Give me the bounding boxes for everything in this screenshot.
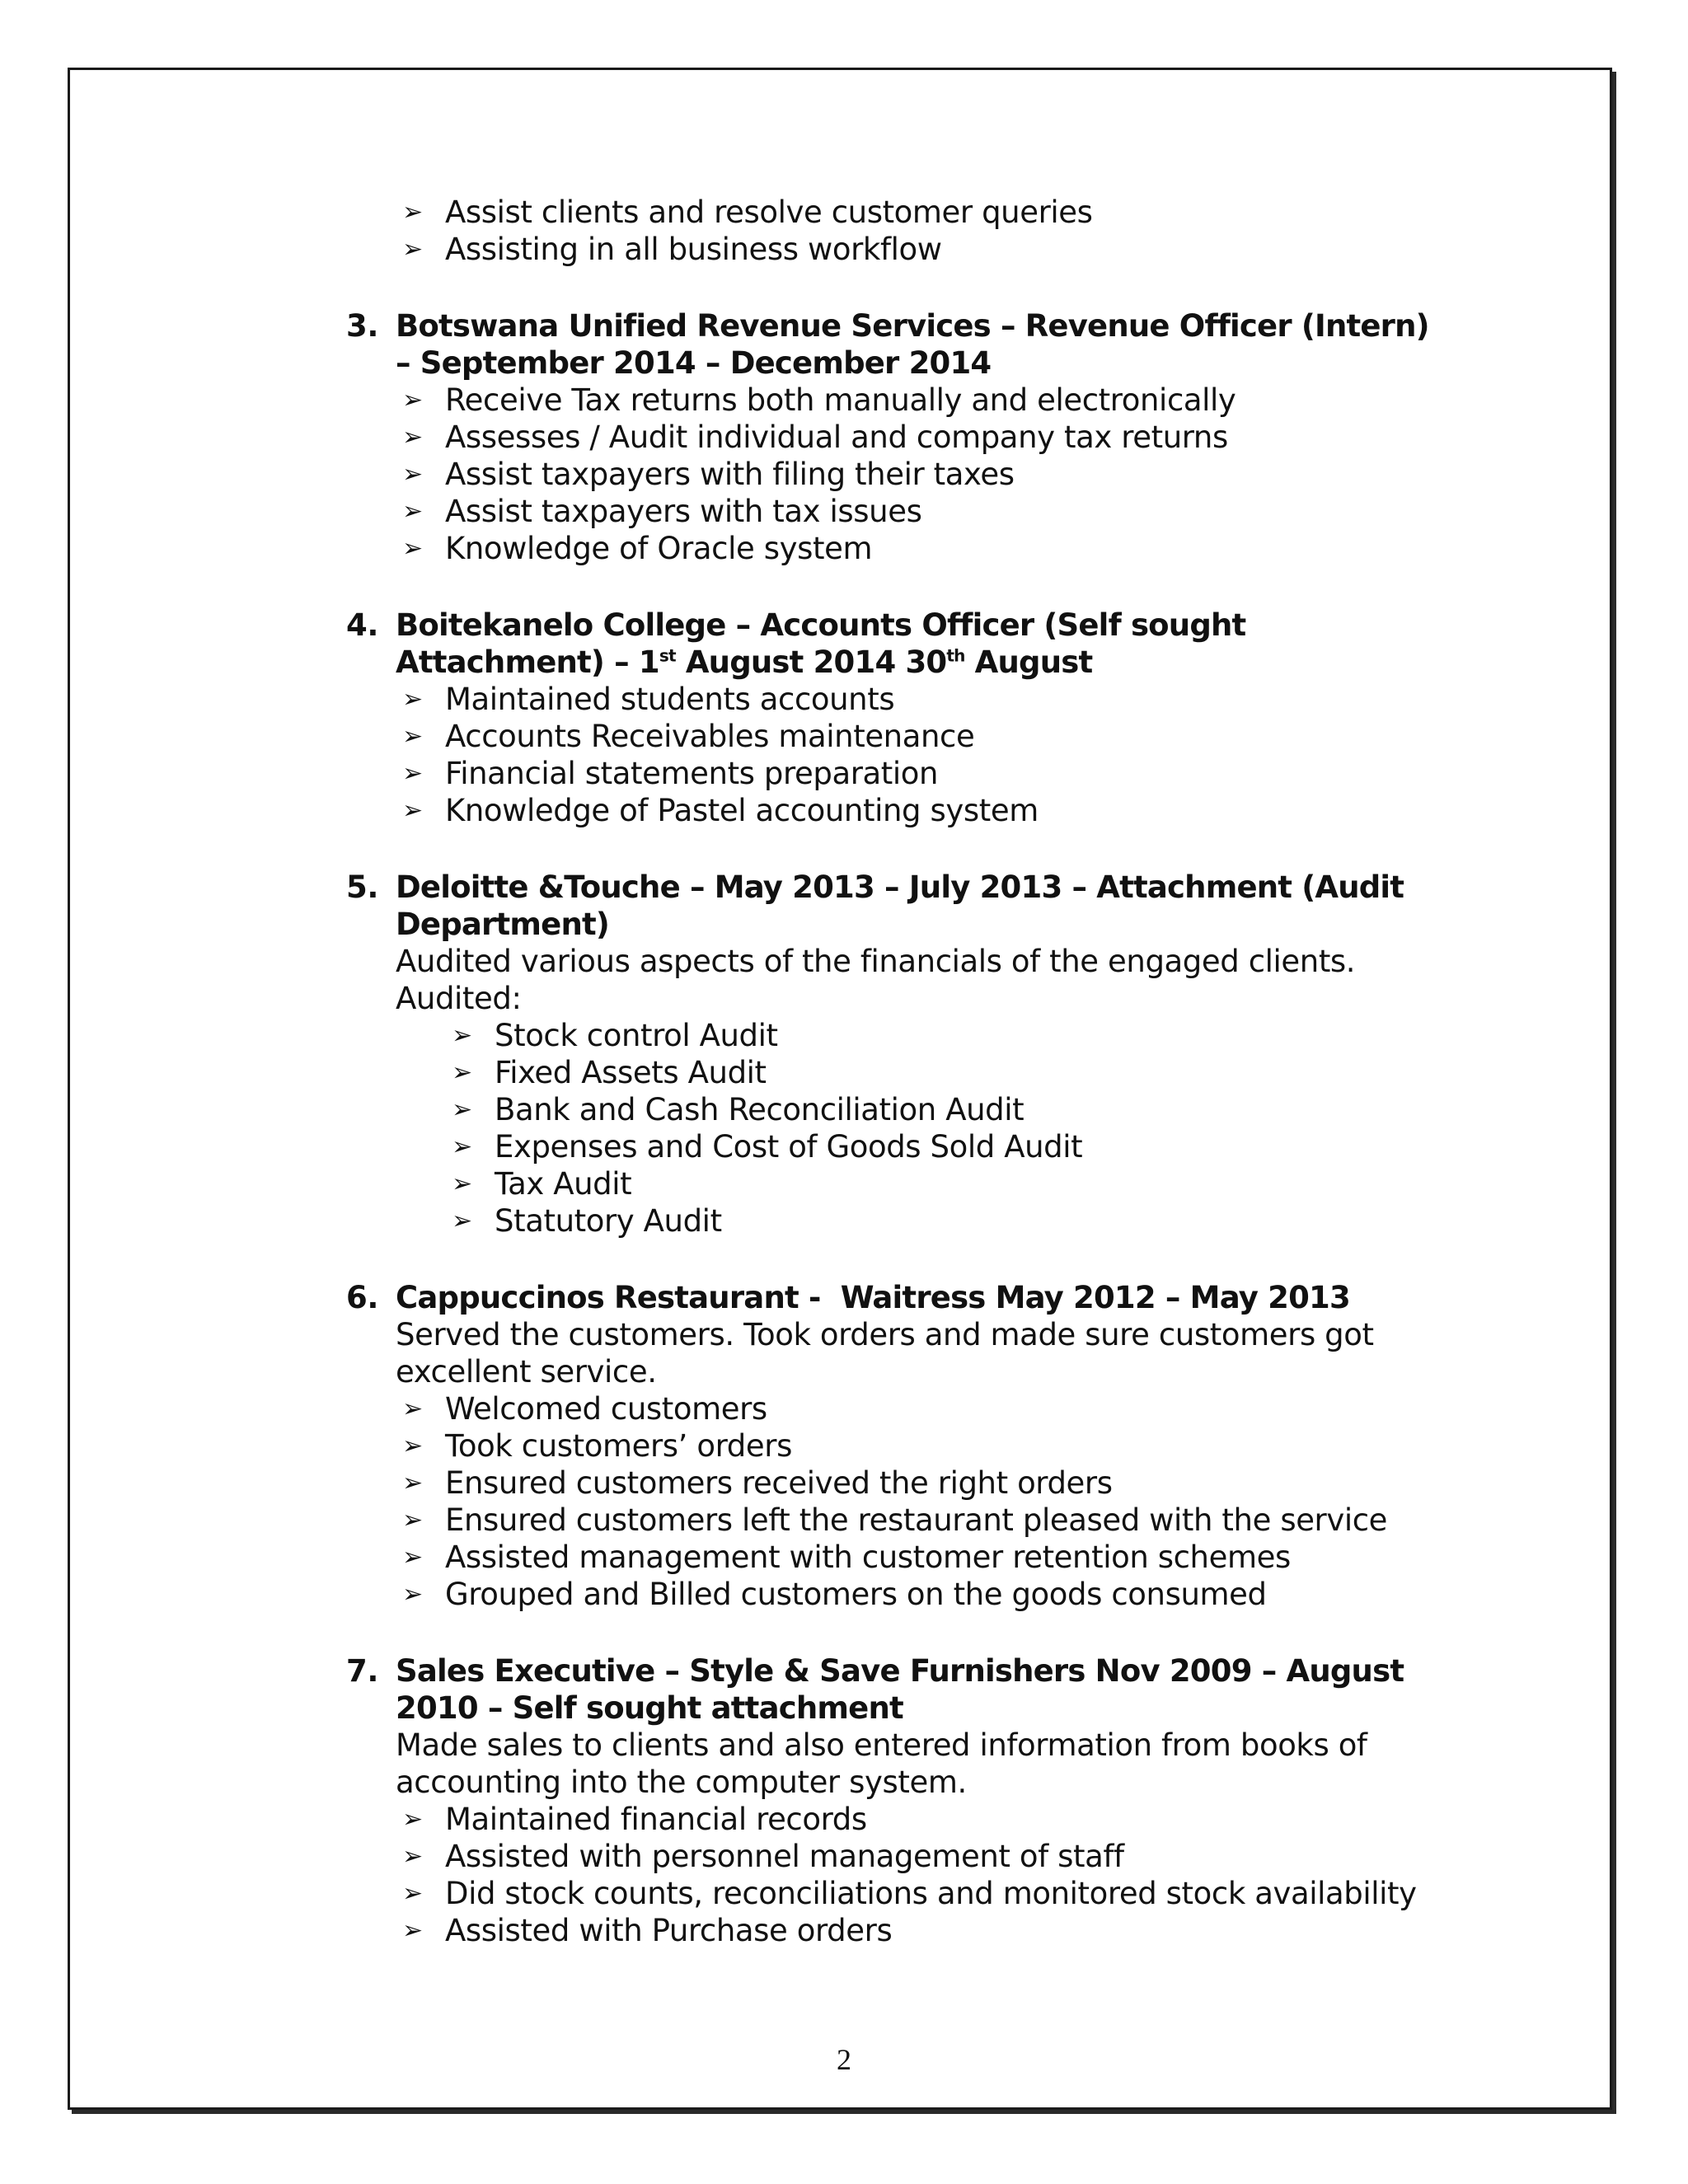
list-item: ➢ Welcomed customers	[402, 1391, 767, 1427]
list-item: ➢ Ensured customers received the right orders	[402, 1465, 1113, 1501]
section-title: Boitekanelo College – Accounts Officer (Self sought Attachment) – 1st August 2014 30th August	[396, 607, 1246, 680]
document-body	[346, 194, 1451, 1949]
arrow-bullet-icon: ➢	[402, 1469, 423, 1497]
arrow-bullet-icon: ➢	[402, 759, 423, 788]
list-item: ➢ Fixed Assets Audit	[452, 1055, 767, 1090]
arrow-bullet-icon: ➢	[402, 1394, 423, 1423]
arrow-bullet-icon: ➢	[402, 1805, 423, 1834]
list-item: ➢ Assesses / Audit individual and company tax returns	[402, 419, 1228, 455]
section-number: 6.	[346, 1280, 379, 1315]
section-title: Deloitte &Touche – May 2013 – July 2013 – Attachment (Audit Department)	[396, 869, 1404, 942]
page-number: 2	[837, 2043, 851, 2076]
arrow-bullet-icon: ➢	[402, 1916, 423, 1945]
experience-section-3	[346, 307, 1451, 567]
arrow-bullet-icon: ➢	[452, 1169, 472, 1198]
arrow-bullet-icon: ➢	[452, 1132, 472, 1161]
arrow-bullet-icon: ➢	[402, 423, 423, 452]
section-description: Made sales to clients and also entered information from books of accounting into the computer system.	[396, 1727, 1367, 1800]
list-item: ➢ Took customers’ orders	[402, 1428, 792, 1464]
arrow-bullet-icon: ➢	[402, 1580, 423, 1609]
arrow-bullet-icon: ➢	[452, 1021, 472, 1050]
list-item: ➢ Knowledge of Pastel accounting system	[402, 793, 1039, 828]
list-item: ➢ Assist taxpayers with filing their taxes	[402, 457, 1015, 492]
section-title: Botswana Unified Revenue Services – Revenue Officer (Intern) – September 2014 – December 2014	[396, 308, 1429, 381]
list-item: ➢ Maintained financial records	[402, 1802, 867, 1837]
arrow-bullet-icon: ➢	[402, 386, 423, 415]
section-number: 3.	[346, 308, 379, 344]
list-item: ➢ Receive Tax returns both manually and electronically	[402, 382, 1236, 418]
bullet-list	[396, 1390, 1451, 1613]
arrow-bullet-icon: ➢	[402, 1842, 423, 1871]
arrow-bullet-icon: ➢	[402, 1879, 423, 1908]
section-description: Served the customers. Took orders and made sure customers got excellent service.	[396, 1317, 1374, 1390]
bullet-list	[396, 681, 1451, 829]
bullet-list	[396, 1017, 1451, 1240]
section-description: Audited various aspects of the financials of the engaged clients. Audited:	[396, 944, 1356, 1016]
arrow-bullet-icon: ➢	[402, 722, 423, 751]
arrow-bullet-icon: ➢	[402, 1543, 423, 1572]
list-item: ➢ Bank and Cash Reconciliation Audit	[452, 1092, 1025, 1127]
section-title: Sales Executive – Style & Save Furnishers Nov 2009 – August 2010 – Self sought attachment	[396, 1653, 1404, 1726]
arrow-bullet-icon: ➢	[402, 198, 423, 227]
section-title: Cappuccinos Restaurant - Waitress May 2012 – May 2013	[396, 1280, 1350, 1315]
arrow-bullet-icon: ➢	[402, 1506, 423, 1535]
arrow-bullet-icon: ➢	[402, 796, 423, 825]
list-item: ➢ Knowledge of Oracle system	[402, 531, 873, 566]
list-item: ➢ Assisted management with customer retention schemes	[402, 1540, 1291, 1575]
list-item: ➢ Assist clients and resolve customer queries	[402, 194, 1093, 230]
experience-section-7	[346, 1652, 1451, 1949]
experience-section-5	[346, 869, 1451, 1240]
bullet-list	[396, 1801, 1451, 1949]
list-item: ➢ Assisted with personnel management of staff	[402, 1839, 1124, 1874]
list-item: ➢ Financial statements preparation	[402, 756, 939, 791]
arrow-bullet-icon: ➢	[402, 460, 423, 489]
list-item: ➢ Accounts Receivables maintenance	[402, 719, 975, 754]
arrow-bullet-icon: ➢	[402, 497, 423, 526]
list-item: ➢ Did stock counts, reconciliations and monitored stock availability	[402, 1876, 1417, 1911]
list-item: ➢ Grouped and Billed customers on the goods consumed	[402, 1577, 1267, 1612]
arrow-bullet-icon: ➢	[402, 1432, 423, 1460]
list-item: ➢ Assisting in all business workflow	[402, 232, 942, 267]
list-item: ➢ Tax Audit	[452, 1166, 632, 1202]
list-item: ➢ Assist taxpayers with tax issues	[402, 494, 922, 529]
experience-section-4	[346, 607, 1451, 829]
arrow-bullet-icon: ➢	[452, 1095, 472, 1124]
list-item: ➢ Statutory Audit	[452, 1203, 722, 1239]
arrow-bullet-icon: ➢	[402, 685, 423, 714]
list-item: ➢ Maintained students accounts	[402, 682, 895, 717]
arrow-bullet-icon: ➢	[452, 1207, 472, 1235]
section-number: 5.	[346, 869, 379, 905]
top-bullet-list	[346, 194, 1451, 268]
list-item: ➢ Ensured customers left the restaurant pleased with the service	[402, 1502, 1388, 1538]
section-number: 7.	[346, 1653, 379, 1689]
arrow-bullet-icon: ➢	[402, 534, 423, 563]
list-item: ➢ Assisted with Purchase orders	[402, 1913, 893, 1948]
arrow-bullet-icon: ➢	[452, 1058, 472, 1087]
bullet-list	[396, 382, 1451, 567]
list-item: ➢ Stock control Audit	[452, 1018, 778, 1053]
arrow-bullet-icon: ➢	[402, 235, 423, 264]
list-item: ➢ Expenses and Cost of Goods Sold Audit	[452, 1129, 1083, 1165]
experience-section-6	[346, 1279, 1451, 1613]
section-number: 4.	[346, 607, 379, 643]
